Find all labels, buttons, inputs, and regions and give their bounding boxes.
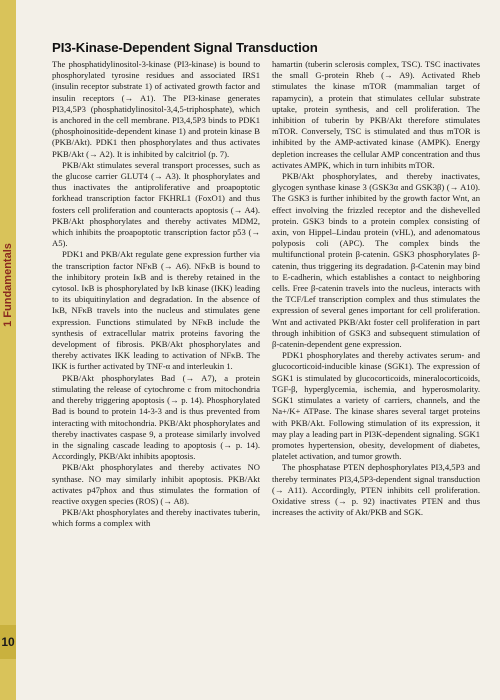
left-column [52, 59, 260, 530]
section-label: 1 Fundamentals [2, 243, 14, 327]
paragraph: PKB/Akt phosphorylates, and thereby inactivates, glycogen synthase kinase 3 (GSK3α and GSK3β) (→ A10). The GSK3 is further inhibited by the growth factor Wnt, an effect involving the frizzled receptor and the dishevelled protein. GSK3 binds to a protein complex consisting of axin, von Hippel–Lindau protein (vHL), and adenomatous polyposis coli (APC). The complex binds the multifunctional protein β-catenin. GSK3 phosphorylates β-catenin, thus triggering its degradation. β-Catenin may bind to E-cadherin, which establishes a contact to neighboring cells. Free β-catenin travels into the nucleus, interacts with the TCF/Lef transcription complex and thus stimulates the expression of several genes important for cell proliferation. Wnt and activated PKB/Akt foster cell proliferation in part through inhibition of GSK3 and subsequent stimulation of β-catenin-dependent gene expression. [272, 171, 480, 350]
paragraph: PKB/Akt phosphorylates and thereby inactivates tuberin, which forms a complex with [52, 507, 260, 529]
paragraph: The phosphatidylinositol-3-kinase (PI3-kinase) is bound to phosphorylated tyrosine residues and associated IRS1 (insulin receptor substrate 1) of activated growth factor and insulin receptors (→ A1). The PI3-kinase generates PI3,4,5P3 (phosphatidylinositol-3,4,5-triphosphate), which is anchored in the cell membrane. PI3,4,5P3 binds to PDK1 (phosphoinositide-dependent kinase 1) and protein kinase B (PKB/Akt). PDK1 then phosphorylates and thus activates PKB/Akt (→ A2). It is inhibited by calcitriol (p. 7). [52, 59, 260, 159]
paragraph: The phosphatase PTEN dephosphorylates PI3,4,5P3 and thereby terminates PI3,4,5P3-dependent signal transduction (→ A11). Accordingly, PTEN inhibits cell proliferation. Oxidative stress (→ p. 92) inactivates PTEN and thus increases the activity of Akt/PKB and SGK. [272, 462, 480, 518]
paragraph: PKB/Akt stimulates several transport processes, such as the glucose carrier GLUT4 (→ A3). It phosphorylates and thus inactivates the antiproliferative and proapoptotic forkhead transcription factor FKHRL1 (FoxO1) and thus fosters cell proliferation and counteracts apoptosis (→ A4). PKB/Akt phosphorylates and thereby activates MDM2, which inhibits the proapoptotic transcription factor p53 (→ A5). [52, 159, 260, 249]
page-number: 10 [0, 625, 16, 659]
article-title: PI3-Kinase-Dependent Signal Transduction [52, 40, 318, 55]
paragraph: PDK1 and PKB/Akt regulate gene expression further via the transcription factor NFκB (→ A6). NFκB is bound to the inhibitory protein IκB and is thereby retained in the cytosol. IκB is phosphorylated by IκB kinase (IKK) leading to its ubiquitinylation and degradation. In the absence of IκB, NFκB travels into the nucleus and stimulates gene expression. Functions stimulated by NFκB include the synthesis of extracellular matrix proteins favoring the development of fibrosis. PKB/Akt phosphorylates and thereby activates IKK leading to activation of NFκB. The IKK is further activated by TNF-α and interleukin 1. [52, 249, 260, 372]
paragraph: PKB/Akt phosphorylates Bad (→ A7), a protein stimulating the release of cytochrome c from mitochondria and thereby triggering apoptosis (→ p. 14). Phosphorylated Bad is bound to protein 14-3-3 and is thus prevented from interacting with mitochondria. PKB/Akt phosphorylates and thereby inactivates caspase 9, a protease similarly involved in the signaling cascade leading to apoptosis (→ p. 14). Accordingly, PKB/Akt inhibits apoptosis. [52, 372, 260, 462]
article [52, 40, 480, 690]
section-tab [0, 243, 16, 327]
paragraph: hamartin (tuberin sclerosis complex, TSC). TSC inactivates the small G-protein Rheb (→ A9). Activated Rheb stimulates the kinase mTOR (mammalian target of rapamycin), a protein that stimulates cellular substrate uptake, protein synthesis, and cell proliferation. The inhibition of tuberin by PKB/Akt therefore stimulates mTOR. Conversely, TSC is stimulated and thus mTOR is inhibited by the AMP-activated kinase (AMPK). Energy depletion increases the cellular AMP concentration and thus activates AMPK, which in turn inhibits mTOR. [272, 59, 480, 170]
paragraph: PDK1 phosphorylates and thereby activates serum- and glucocorticoid-inducible kinase (SGK1). The expression of SGK1 is stimulated by glucocorticoids, mineralocorticoids, TGF-β, hyperglycemia, ischemia, and hyperosmolarity. SGK1 stimulates a variety of carriers, channels, and the Na+/K+ ATPase. The kinase shares several target proteins with PKB/Akt. Following stimulation of its expression, it may play a leading part in PI3K-dependent signaling. SGK1 promotes hypertension, obesity, development of diabetes, platelet activation, and tumor growth. [272, 350, 480, 462]
paragraph: PKB/Akt phosphorylates and thereby activates NO synthase. NO may similarly inhibit apoptosis. PKB/Akt activates p47phox and thus stimulates the formation of reactive oxygen species (ROS) (→ A8). [52, 462, 260, 506]
right-column [272, 59, 480, 530]
section-sidebar [0, 0, 16, 700]
text-columns [52, 59, 480, 530]
